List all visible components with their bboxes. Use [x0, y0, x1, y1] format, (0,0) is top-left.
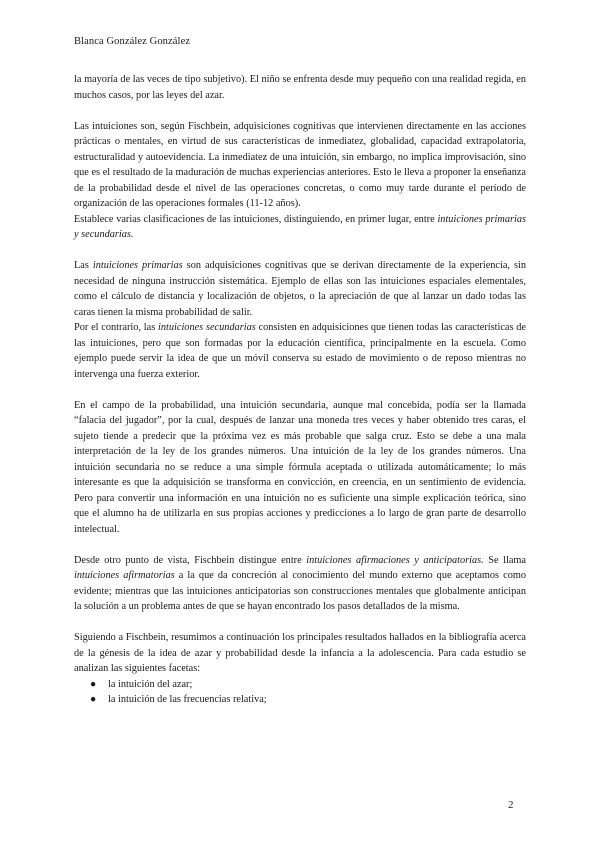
bullet-icon: ● [90, 678, 97, 690]
paragraph-intro-continuation: la mayoría de las veces de tipo subjetivo). El niño se enfrenta desde muy pequeño con una realidad regida, en muchos casos, por las leyes del azar. [74, 74, 526, 101]
page-body [74, 72, 526, 708]
paragraph-falacia-jugador: En el campo de la probabilidad, una intuición secundaria, aunque mal concebida, podía ser la llamada “falacia del jugador”, por la cual, después de lanzar una moneda tres veces y haber obtenido tres caras, el sujeto tiende a predecir que la próxima vez es más probable que salga cruz. Esto se debe a una mala interpretación de la ley de los grandes números. Una intuición de la ley de los grandes números. Una intuición secundaria no se reduce a una simple fórmula aceptada o utilizada automáticamente; lo más interesante es que la adquisición se transforma en convicción, en creencia, en un sentimiento de evidencia. Pero para convertir una información en una intuición no es suficiente una simple explicación teórica, sino que el alumno ha de utilizarla en sus propias acciones y predicciones a lo largo de gran parte de desarrollo intelectual. [74, 399, 526, 535]
bullet-icon: ● [90, 694, 97, 705]
emphasis-afirmatorias: intuiciones afirmatorias [74, 570, 175, 581]
emphasis-intuiciones-primarias: intuiciones primarias [92, 260, 183, 271]
paragraph-intuiciones-secundarias: Por el contrario, las intuiciones secundarias consisten en adquisiciones que tienen todas las características de las intuiciones, pero que son formadas por la educación científica, principalmente en la escuela. Como ejemplo puede servir la idea de que un móvil conserva su estado de movimiento o de reposo mientras no intervenga una fuerza exterior. [74, 322, 526, 380]
page-number: 2 [508, 799, 514, 811]
emphasis-afirmaciones-anticipatorias: intuiciones afirmaciones y anticipatorias. [306, 554, 484, 566]
paragraph-resumen-fischbein: Siguiendo a Fischbein, resumimos a continuación los principales resultados hallados en la bibliografía acerca de la génesis de la idea de azar y probabilidad desde la infancia a la adolescencia. Para cada estudio se analizan las siguientes facetas: [74, 632, 526, 674]
paragraph-intuiciones-definicion: Las intuiciones son, según Fischbein, adquisiciones cognitivas que intervienen directamente en las acciones prácticas o mentales, en virtud de sus características de inmediatez, globalidad, capacidad extrapolatoria, estructuralidad y autoevidencia. La inmediatez de una intuición, sin embargo, no implica improvisación, sino que es el resultado de la maduración de muchas experiencias anteriores. Esto le lleva a proponer la enseñanza de la probabilidad desde el nivel de las operaciones concretas, o como muy tarde durante el período de organización de las operaciones formales (11-12 años). [74, 120, 526, 209]
emphasis-primarias-secundarias: intuiciones primarias y secundarias. [74, 213, 526, 240]
list-item: ● la intuición del azar; [90, 677, 526, 693]
paragraph-clasificaciones: Establece varias clasificaciones de las intuiciones, distinguiendo, en primer lugar, entre intuiciones primarias y secundarias. [74, 213, 526, 240]
facetas-list [74, 677, 526, 708]
paragraph-intuiciones-primarias: Las intuiciones primarias son adquisiciones cognitivas que se derivan directamente de la experiencia, sin necesidad de ninguna instrucción sistemática. Ejemplo de ellas son las intuiciones espaciales elementales, como el cálculo de distancia y localización de objetos, o la apreciación de que al lanzar un dado todas las caras tienen la misma probabilidad de salir. [74, 260, 526, 318]
emphasis-intuiciones-secundarias: intuiciones secundarias [158, 322, 256, 333]
list-item: ● la intuición de las frecuencias relativa; [90, 692, 526, 708]
page-header-author: Blanca González González [74, 36, 191, 47]
paragraph-afirmatorias-anticipatorias: Desde otro punto de vista, Fischbein distingue entre intuiciones afirmaciones y anticipatorias. Se llama intuiciones afirmatorias a la que da concreción al conocimiento del mundo externo que aceptamos como evidente; mientras que las intuiciones anticipatorias son construcciones mentales que globalmente anticipan la solución a un problema antes de que se hayan encontrado los pasos detallados de la misma. [74, 554, 527, 612]
